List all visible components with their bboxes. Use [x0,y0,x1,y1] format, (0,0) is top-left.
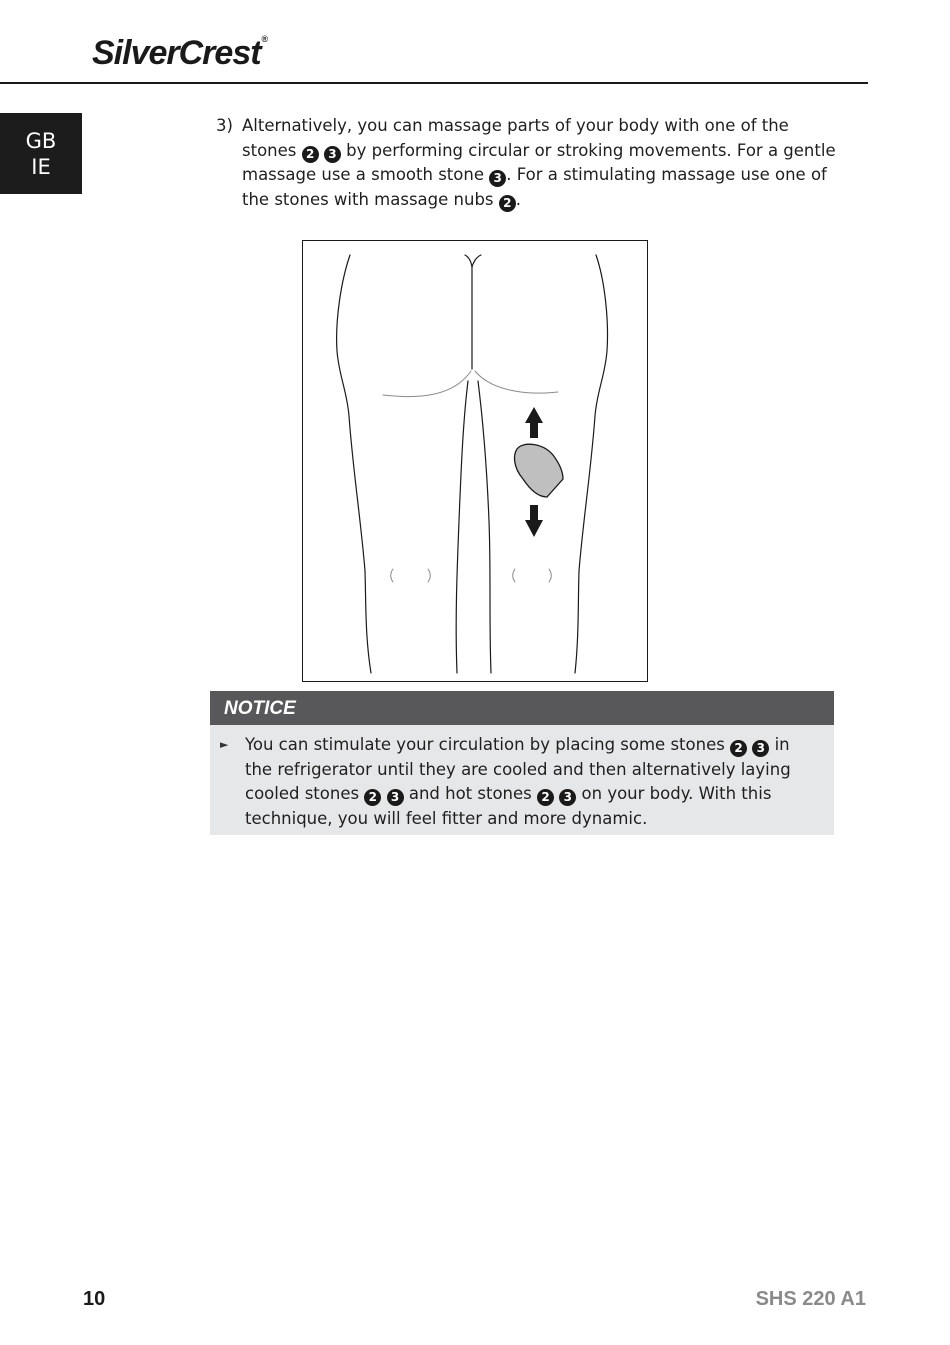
stone-ref-badge: 3 [752,740,769,757]
right-knee-mark [513,569,515,582]
language-tab [0,113,82,194]
header-divider [0,82,868,84]
page-number: 10 [83,1288,106,1310]
right-leg-outer-line [575,255,608,673]
stone-ref-badge: 3 [489,170,506,187]
stone-ref-badge: 2 [499,195,516,212]
left-leg-outer-line [337,255,371,673]
step-text: Alternatively, you can massage parts of your body with one of the stones 2 3 by performing circular or stroking movements. For a gentle massage use a smooth stone 3 . For a stimulating massage use one of the stones with massage nubs 2 . [242,116,836,210]
legs-drawing [303,241,647,681]
stone-ref-badge: 3 [324,146,341,163]
model-number: SHS 220 A1 [755,1288,866,1310]
bullet-arrow-icon: ► [220,738,229,751]
stone-ref-badge: 3 [387,789,404,806]
left-gluteal-fold [383,371,471,397]
right-gluteal-fold [475,371,558,393]
left-leg-inner-line [456,381,468,673]
stone-ref-badge: 2 [302,146,319,163]
massage-stone [515,444,563,497]
instruction-step [216,114,836,212]
stone-ref-badge: 3 [559,789,576,806]
step-number: 3) [216,116,233,135]
notice-box [210,691,834,835]
notice-text: You can stimulate your circulation by placing some stones 2 3 in the refrigerator until they are cooled and then alternatively laying cooled stones 2 3 and hot stones 2 3 on your body. With this technique, you will feel fitter and more dynamic. [245,735,791,828]
notice-content [210,725,834,835]
arrow-up-icon [525,407,543,438]
notice-title: NOTICE [210,691,834,725]
stone-ref-badge: 2 [537,789,554,806]
leg-massage-illustration [302,240,648,682]
stone-ref-badge: 2 [364,789,381,806]
arrow-down-icon [525,505,543,537]
brand-logo: SilverCrest® [92,34,268,72]
left-knee-mark [391,569,393,582]
stone-ref-badge: 2 [730,740,747,757]
right-leg-inner-line [478,381,491,673]
buttock-crease [465,255,481,267]
language-code-gb: GB [25,128,57,153]
language-code-ie: IE [31,154,51,179]
